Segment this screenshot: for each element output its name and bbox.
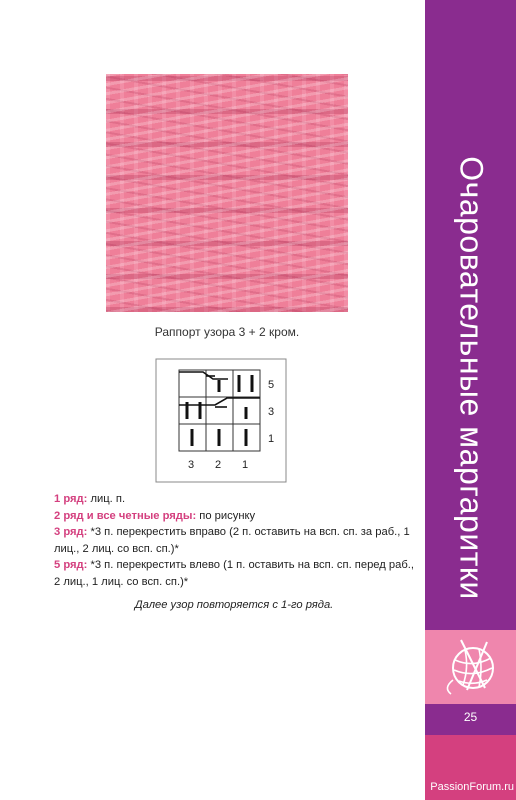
column-number: 3 [188,459,195,471]
cross-left-symbol [179,372,228,379]
yarn-ball-icon [439,638,503,696]
sidebar-title-area [425,130,516,625]
instruction-row [54,557,414,590]
row-instructions [54,491,414,590]
instruction-row [54,491,414,508]
instruction-text: лиц. п. [87,493,126,505]
pattern-caption: Раппорт узора 3 + 2 кром. [154,325,300,339]
cross-right-symbol [179,398,260,407]
instruction-label: 3 ряд: [54,526,88,538]
site-watermark: PassionForum.ru [430,781,514,793]
chapter-title: Очаровательные маргаритки [453,155,489,600]
page-number: 25 [463,710,478,724]
column-number: 1 [242,459,249,471]
column-number: 2 [215,459,222,471]
knitted-swatch-photo [106,74,348,312]
knit-stitch-marks [187,375,252,446]
instruction-label: 2 ряд и все четные ряды: [54,509,197,522]
instruction-text: *3 п. перекрестить вправо (2 п. оставить на всп. сп. за раб., 1 лиц., 2 лиц. со всп. сп.)* [54,526,410,555]
repeat-note: Далее узор повторяется с 1-го ряда. [134,599,334,611]
instruction-label: 1 ряд: [54,493,88,505]
instruction-row [54,524,414,557]
instruction-text: *3 п. перекрестить влево (1 п. оставить на всп. сп. перед раб., 2 лиц., 1 лиц. со всп. сп.)* [54,559,414,588]
row-number: 1 [268,433,275,445]
stitch-chart [155,358,295,484]
yarn-icon-block [425,630,516,704]
instruction-label: 5 ряд: [54,559,88,571]
chapter-sidebar [425,0,516,800]
row-number: 3 [268,406,275,418]
instruction-row [54,508,414,525]
instruction-text: по рисунку [196,509,256,522]
row-number: 5 [268,379,275,391]
